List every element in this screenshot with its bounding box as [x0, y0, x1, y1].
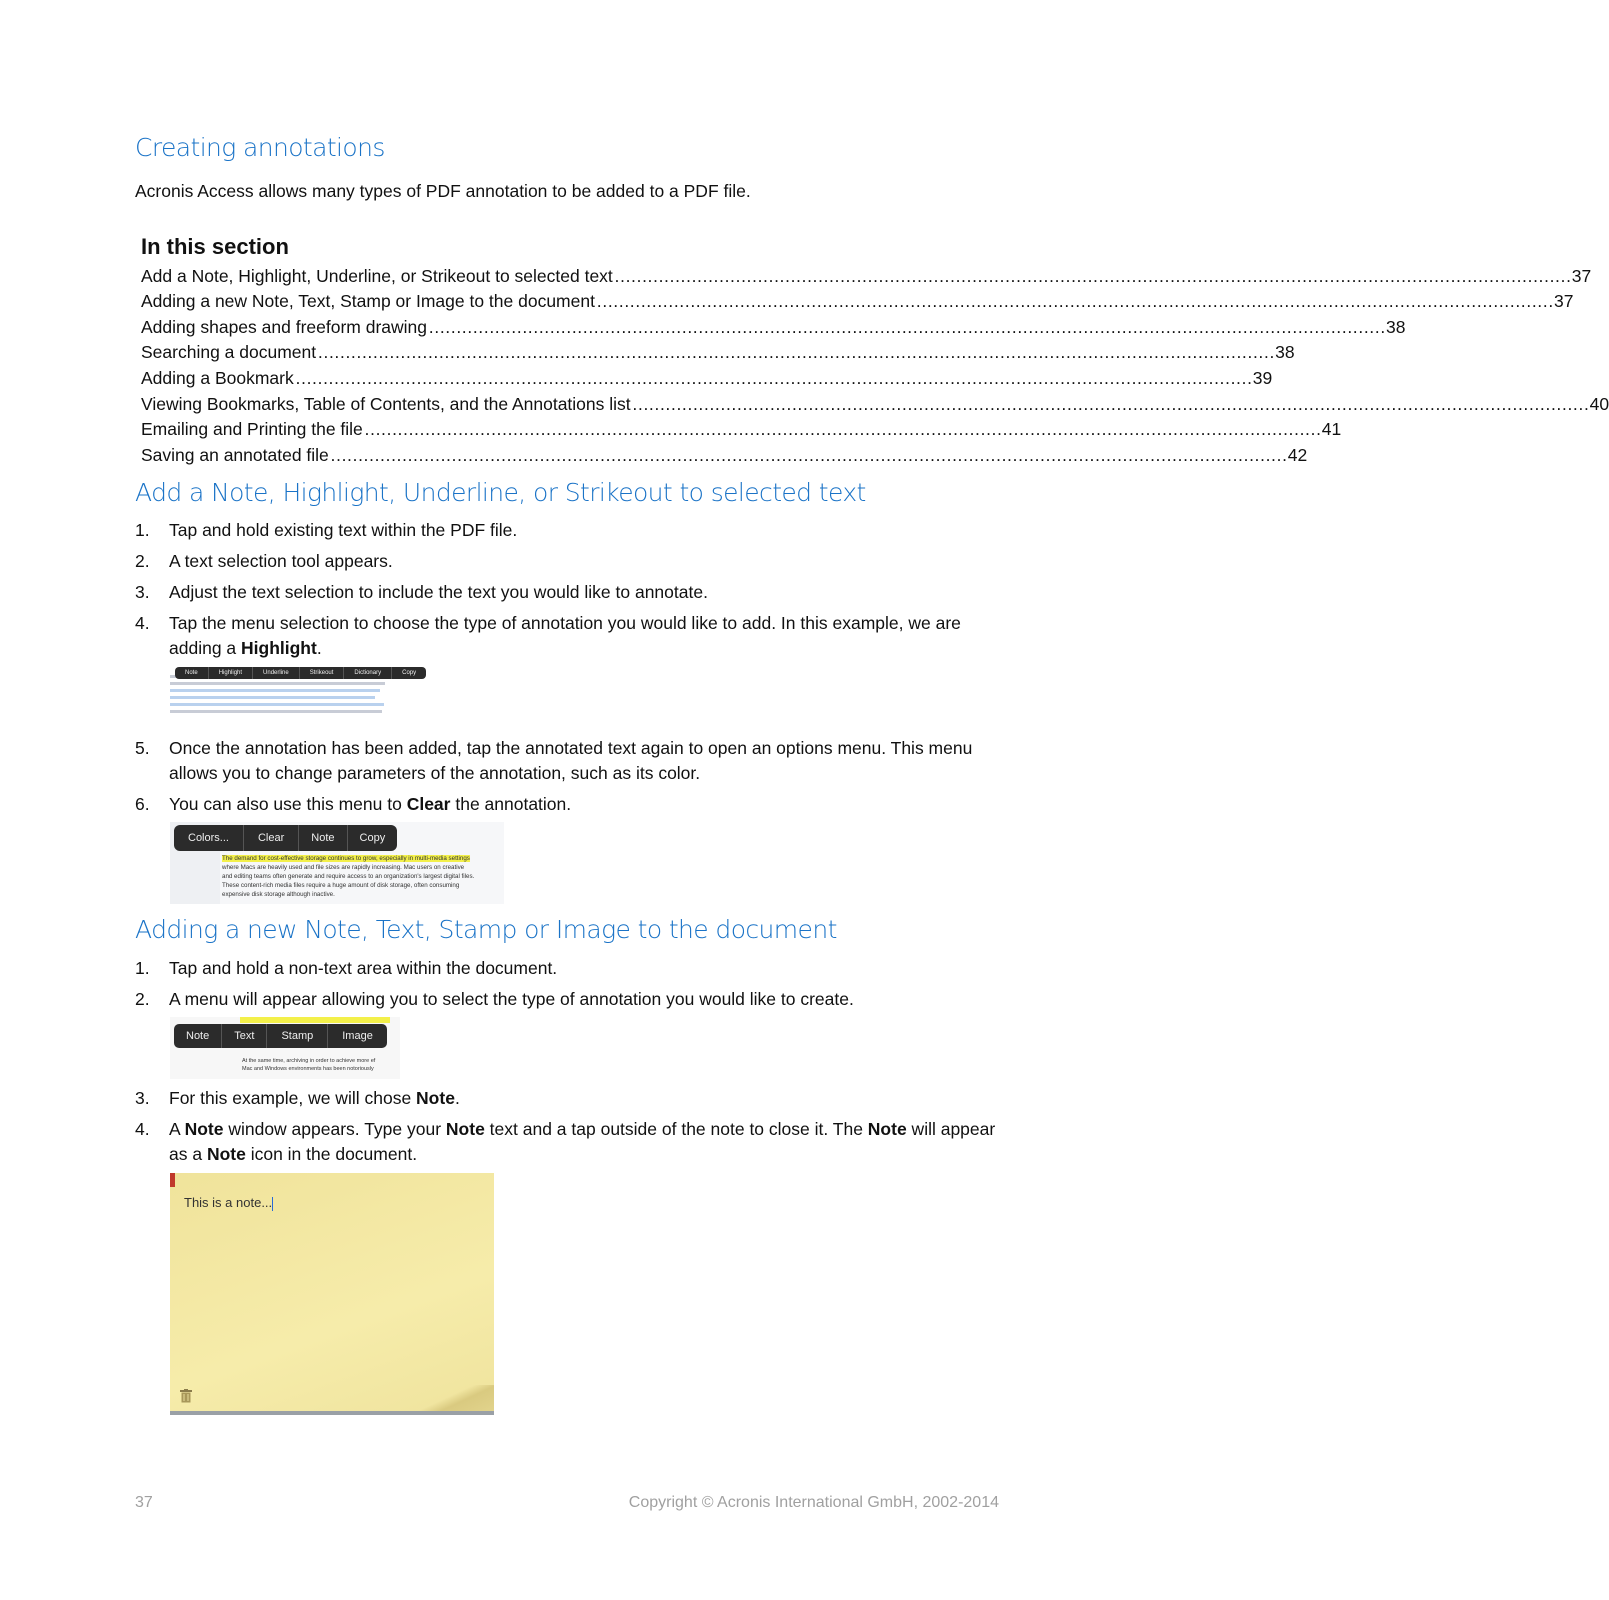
list-item: 1. Tap and hold existing text within the PDF file.	[135, 520, 518, 540]
menu-item-note[interactable]: Note	[175, 667, 209, 679]
toc-link[interactable]: Add a Note, Highlight, Underline, or Strikeout to selected text	[141, 265, 613, 286]
menu-item-highlight[interactable]: Highlight	[209, 667, 253, 679]
menu-item-copy[interactable]: Copy	[359, 832, 386, 844]
toc-page: 39	[1252, 367, 1273, 388]
screenshot-options-menu	[170, 822, 504, 904]
toc-link[interactable]: Viewing Bookmarks, Table of Contents, and the Annotations list	[141, 393, 631, 414]
steps-list	[135, 1086, 1005, 1173]
toc-page: 42	[1287, 444, 1308, 465]
list-item: 6. You can also use this menu to Clear the annotation.	[135, 793, 572, 814]
menu-item-strikeout[interactable]: Strikeout	[300, 667, 345, 679]
toc-item[interactable]	[141, 288, 1574, 314]
toc-item[interactable]	[141, 390, 1609, 416]
list-item: 3. Adjust the text selection to include the text you would like to annotate.	[135, 582, 708, 602]
note-text-field[interactable]	[184, 1195, 273, 1211]
menu-item-underline[interactable]: Underline	[253, 667, 300, 679]
create-menu	[174, 1024, 387, 1048]
toc-link[interactable]: Emailing and Printing the file	[141, 419, 363, 440]
section-heading-highlight: Add a Note, Highlight, Underline, or Strikeout to selected text	[135, 478, 866, 507]
menu-item-text[interactable]: Text	[222, 1024, 267, 1048]
sample-text: and editing teams often generate and require access to an organization's largest digital files.	[222, 873, 475, 880]
toc-item[interactable]	[141, 313, 1406, 339]
toc-page: 38	[1275, 342, 1295, 363]
intro-text: Acronis Access allows many types of PDF annotation to be added to a PDF file.	[135, 181, 751, 201]
toc-page: 40	[1589, 393, 1609, 414]
toc-link[interactable]: Saving an annotated file	[141, 444, 329, 465]
sample-text: These content-rich media files require a huge amount of disk storage, often consuming	[222, 882, 460, 889]
toc-link[interactable]: Searching a document	[141, 342, 317, 363]
screenshot-create-menu	[170, 1017, 400, 1079]
menu-item-note[interactable]: Note	[174, 1024, 222, 1048]
toc-page: 38	[1386, 316, 1406, 337]
menu-item-note[interactable]: Note	[299, 825, 347, 851]
section-heading-add-note: Adding a new Note, Text, Stamp or Image to the document	[135, 915, 837, 944]
toc-item[interactable]	[141, 364, 1273, 390]
highlighted-text: The demand for cost-effective storage continues to grow, especially in multi-media settings	[222, 855, 470, 862]
toc-link[interactable]: Adding a Bookmark	[141, 367, 294, 388]
page-title: Creating annotations	[135, 133, 385, 162]
toc-page: 37	[1571, 265, 1592, 286]
list-item: 2. A menu will appear allowing you to select the type of annotation you would like to create.	[135, 989, 854, 1009]
menu-item-clear[interactable]: Clear	[244, 825, 299, 851]
toc-page: 41	[1321, 419, 1342, 440]
list-item: 1. Tap and hold a non-text area within the document.	[135, 958, 558, 978]
toc-link[interactable]: Adding shapes and freeform drawing	[141, 316, 428, 337]
toc-heading: In this section	[141, 234, 289, 259]
menu-item-copy[interactable]: Copy	[402, 670, 417, 676]
note-window[interactable]	[170, 1173, 494, 1415]
list-item: 5. Once the annotation has been added, tap the annotated text again to open an options menu. This menu allows you to change parameters of the annotation, such as its color.	[135, 738, 973, 783]
toc-item[interactable]	[141, 339, 1295, 365]
screenshot-highlight-menu	[170, 665, 417, 725]
sample-text: expensive disk storage although inactive.	[222, 891, 335, 898]
steps-list	[135, 956, 1005, 1018]
toc-link[interactable]: Adding a new Note, Text, Stamp or Image to the document	[141, 291, 595, 312]
context-menu	[175, 667, 426, 679]
steps-list	[135, 736, 1005, 823]
sample-text: where Macs are heavily used and file sizes are rapidly increasing. Mac users on creative	[222, 864, 465, 871]
steps-list	[135, 518, 1005, 667]
text-cursor	[272, 1197, 273, 1211]
toc-page: 37	[1553, 291, 1574, 312]
options-menu	[174, 825, 397, 851]
menu-item-image[interactable]: Image	[342, 1030, 373, 1042]
menu-item-stamp[interactable]: Stamp	[267, 1024, 328, 1048]
sample-text: Mac and Windows environments has been notoriously	[242, 1066, 374, 1072]
toc-item[interactable]	[141, 416, 1342, 442]
sample-text: At the same time, archiving in order to achieve more ef	[242, 1058, 376, 1064]
menu-item-dictionary[interactable]: Dictionary	[344, 667, 392, 679]
toc-item[interactable]	[141, 441, 1308, 467]
list-item: 4. A Note window appears. Type your Note text and a tap outside of the note to close it. The Note will appear as a Note icon in the document.	[135, 1119, 996, 1164]
toc-list	[141, 262, 1609, 467]
menu-item-colors[interactable]: Colors...	[174, 825, 244, 851]
list-item: 2. A text selection tool appears.	[135, 551, 393, 571]
note-text: This is a note...	[184, 1195, 273, 1210]
copyright: Copyright © Acronis International GmbH, 2002-2014	[628, 1494, 999, 1511]
page-number: 37	[135, 1494, 153, 1511]
trash-icon[interactable]	[180, 1389, 192, 1403]
list-item: 4. Tap the menu selection to choose the type of annotation you would like to add. In this example, we are adding a Highlight.	[135, 613, 961, 658]
toc-item[interactable]	[141, 262, 1592, 288]
list-item: 3. For this example, we will chose Note.	[135, 1088, 460, 1108]
